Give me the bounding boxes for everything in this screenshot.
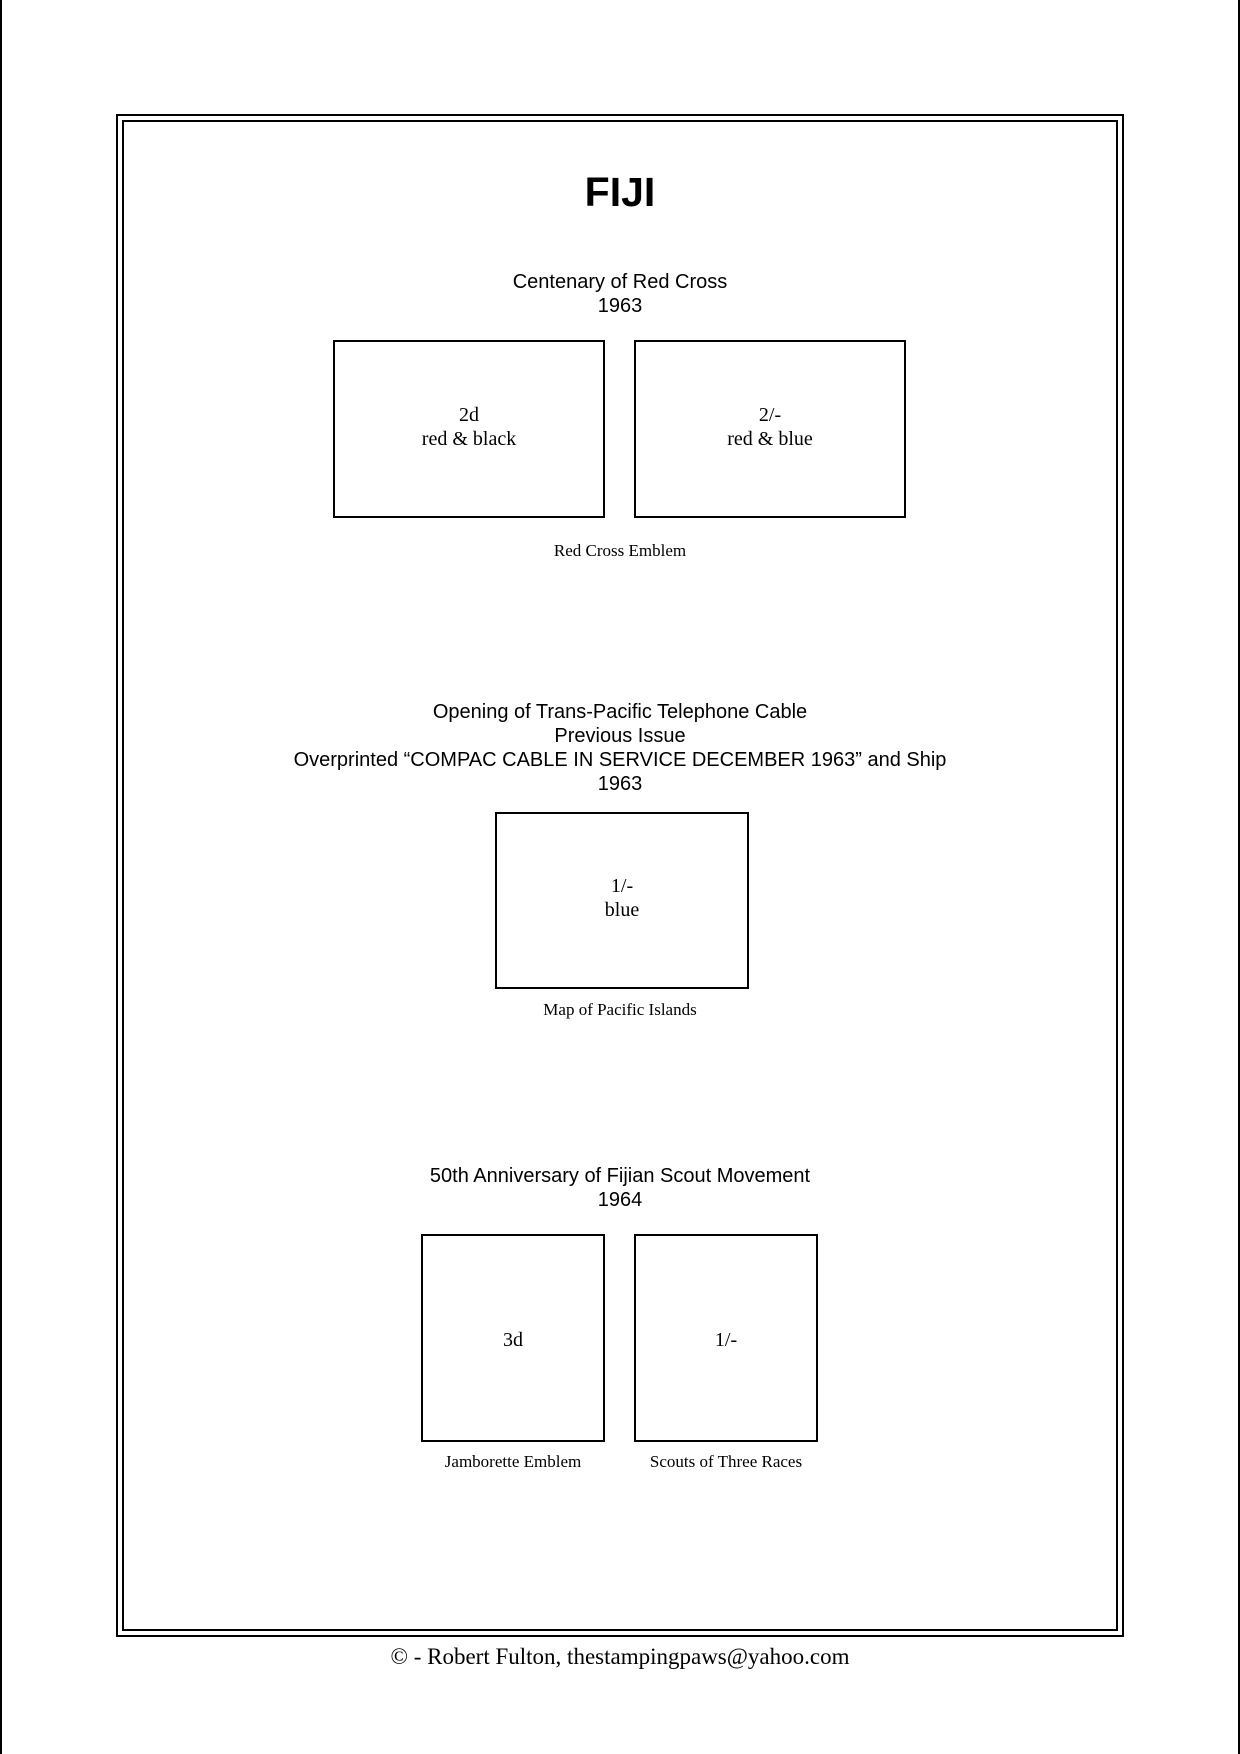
stamp-box-1s-scouts <box>634 1234 818 1442</box>
page-edge-left <box>0 0 2 1754</box>
stamp-caption: Red Cross Emblem <box>553 541 687 560</box>
stamp-box-3d <box>421 1234 605 1442</box>
stamp-value: 1/- <box>714 1329 738 1351</box>
stamp-caption: Map of Pacific Islands <box>543 1000 697 1019</box>
stamp-caption: Scouts of Three Races <box>649 1452 803 1471</box>
set-name: 50th Anniversary of Fijian Scout Movement <box>429 1165 811 1187</box>
set-year: 1963 <box>597 773 643 795</box>
set-heading-compac-cable <box>0 700 1240 796</box>
stamp-box-2s <box>634 340 906 518</box>
stamp-value: 3d <box>503 1329 523 1351</box>
stamp-value: 2/- <box>758 404 782 426</box>
copyright-footer: © - Robert Fulton, thestampingpaws@yahoo.com <box>390 1644 850 1669</box>
page-title: FIJI <box>584 169 656 215</box>
stamp-color: red & black <box>421 428 517 450</box>
stamp-value: 2d <box>459 404 479 426</box>
stamp-value: 1/- <box>610 875 634 897</box>
set-year: 1963 <box>597 295 643 317</box>
set-year: 1964 <box>597 1189 643 1211</box>
set-name: Opening of Trans-Pacific Telephone Cable <box>432 701 808 723</box>
set-name: Centenary of Red Cross <box>512 271 728 293</box>
stamp-box-1s-blue <box>495 812 749 989</box>
set-heading-scouts <box>0 1164 1240 1212</box>
stamp-caption: Jamborette Emblem <box>444 1452 582 1471</box>
stamp-color: blue <box>604 899 640 921</box>
set-heading-red-cross <box>0 270 1240 318</box>
stamp-color: red & blue <box>727 428 813 450</box>
stamp-box-2d <box>333 340 605 518</box>
set-overprint: Overprinted “COMPAC CABLE IN SERVICE DECEMBER 1963” and Ship <box>293 749 947 771</box>
set-subtitle: Previous Issue <box>554 725 686 747</box>
